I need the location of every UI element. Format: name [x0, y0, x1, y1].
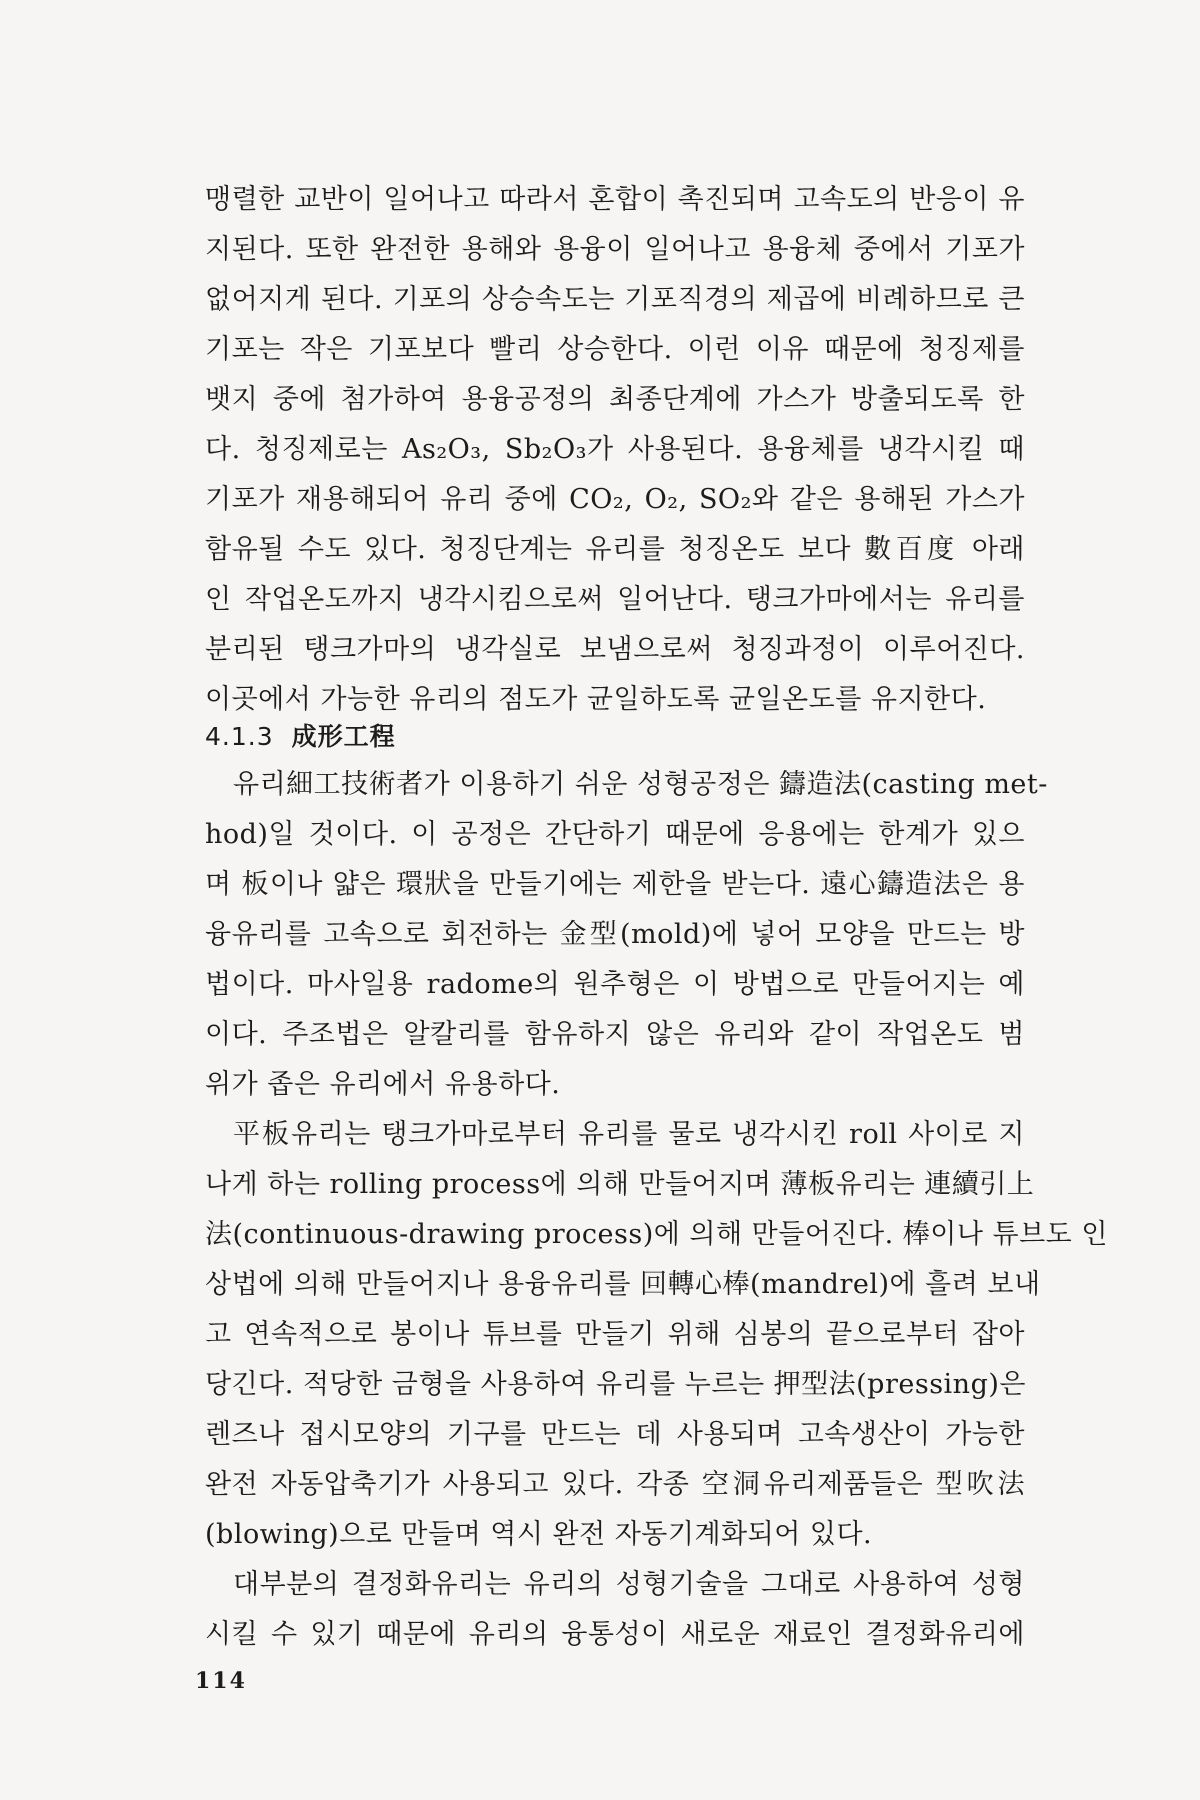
text-line: 기포는 작은 기포보다 빨리 상승한다. 이런 이유 때문에 청징제를 — [205, 334, 1025, 365]
text-line: 분리된 탱크가마의 냉각실로 보냄으로써 청징과정이 이루어진다. — [205, 634, 1025, 665]
text-line: 대부분의 결정화유리는 유리의 성형기술을 그대로 사용하여 성형 — [233, 1569, 1025, 1600]
text-line: 平板유리는 탱크가마로부터 유리를 물로 냉각시킨 roll 사이로 지 — [233, 1119, 1025, 1150]
text-line: 며 板이나 얇은 環狀을 만들기에는 제한을 받는다. 遠心鑄造法은 용 — [205, 869, 1025, 900]
section-number: 4.1.3 — [205, 722, 274, 751]
text-line: 융유리를 고속으로 회전하는 金型(mold)에 넣어 모양을 만드는 방 — [205, 919, 1025, 950]
text-line: 인 작업온도까지 냉각시킴으로써 일어난다. 탱크가마에서는 유리를 — [205, 584, 1025, 615]
text-line: 이다. 주조법은 알칼리를 함유하지 않은 유리와 같이 작업온도 범 — [205, 1019, 1025, 1050]
text-line: 법이다. 마사일용 radome의 원추형은 이 방법으로 만들어지는 예 — [205, 969, 1025, 1000]
text-line: 시킬 수 있기 때문에 유리의 융통성이 새로운 재료인 결정화유리에 — [205, 1619, 1025, 1650]
paragraph-crystallized — [205, 1560, 1025, 1660]
text-line: 기포가 재용해되어 유리 중에 CO₂, O₂, SO₂와 같은 용해된 가스가 — [205, 484, 1025, 515]
text-line: 없어지게 된다. 기포의 상승속도는 기포직경의 제곱에 비례하므로 큰 — [205, 284, 1025, 315]
text-line: 유리細工技術者가 이용하기 쉬운 성형공정은 鑄造法(casting met- — [233, 769, 1048, 800]
text-line: 맹렬한 교반이 일어나고 따라서 혼합이 촉진되며 고속도의 반응이 유 — [205, 184, 1025, 215]
text-line: 다. 청징제로는 As₂O₃, Sb₂O₃가 사용된다. 용융체를 냉각시킬 때 — [205, 434, 1025, 465]
text-line: 지된다. 또한 완전한 용해와 용융이 일어나고 용융체 중에서 기포가 — [205, 234, 1025, 265]
text-line: 위가 좁은 유리에서 유용하다. — [205, 1069, 561, 1100]
section-title: 成形工程 — [291, 722, 396, 751]
text-line: 뱃지 중에 첨가하여 용융공정의 최종단계에 가스가 방출되도록 한 — [205, 384, 1025, 415]
text-line: 나게 하는 rolling process에 의해 만들어지며 薄板유리는 連續引上 — [205, 1169, 1035, 1200]
text-line: 이곳에서 가능한 유리의 점도가 균일하도록 균일온도를 유지한다. — [205, 684, 987, 715]
section-heading — [205, 717, 396, 753]
text-line: hod)일 것이다. 이 공정은 간단하기 때문에 응용에는 한계가 있으 — [205, 819, 1025, 850]
text-line: (blowing)으로 만들며 역시 완전 자동기계화되어 있다. — [205, 1519, 873, 1550]
page-number: 114 — [195, 1668, 247, 1694]
text-line: 상법에 의해 만들어지나 용융유리를 回轉心棒(mandrel)에 흘려 보내 — [205, 1269, 1041, 1300]
text-line: 당긴다. 적당한 금형을 사용하여 유리를 누르는 押型法(pressing)은 — [205, 1369, 1026, 1400]
paragraph-casting — [205, 760, 1048, 1110]
text-line: 고 연속적으로 봉이나 튜브를 만들기 위해 심봉의 끝으로부터 잡아 — [205, 1319, 1025, 1350]
paragraph-top — [205, 175, 1025, 725]
paragraph-flat-glass — [205, 1110, 1108, 1560]
text-line: 함유될 수도 있다. 청징단계는 유리를 청징온도 보다 數百度 아래 — [205, 534, 1025, 565]
text-line: 法(continuous-drawing process)에 의해 만들어진다. 棒이나 튜브도 인 — [205, 1219, 1108, 1250]
text-line: 렌즈나 접시모양의 기구를 만드는 데 사용되며 고속생산이 가능한 — [205, 1419, 1025, 1450]
text-line: 완전 자동압축기가 사용되고 있다. 각종 空洞유리제품들은 型吹法 — [205, 1469, 1025, 1500]
